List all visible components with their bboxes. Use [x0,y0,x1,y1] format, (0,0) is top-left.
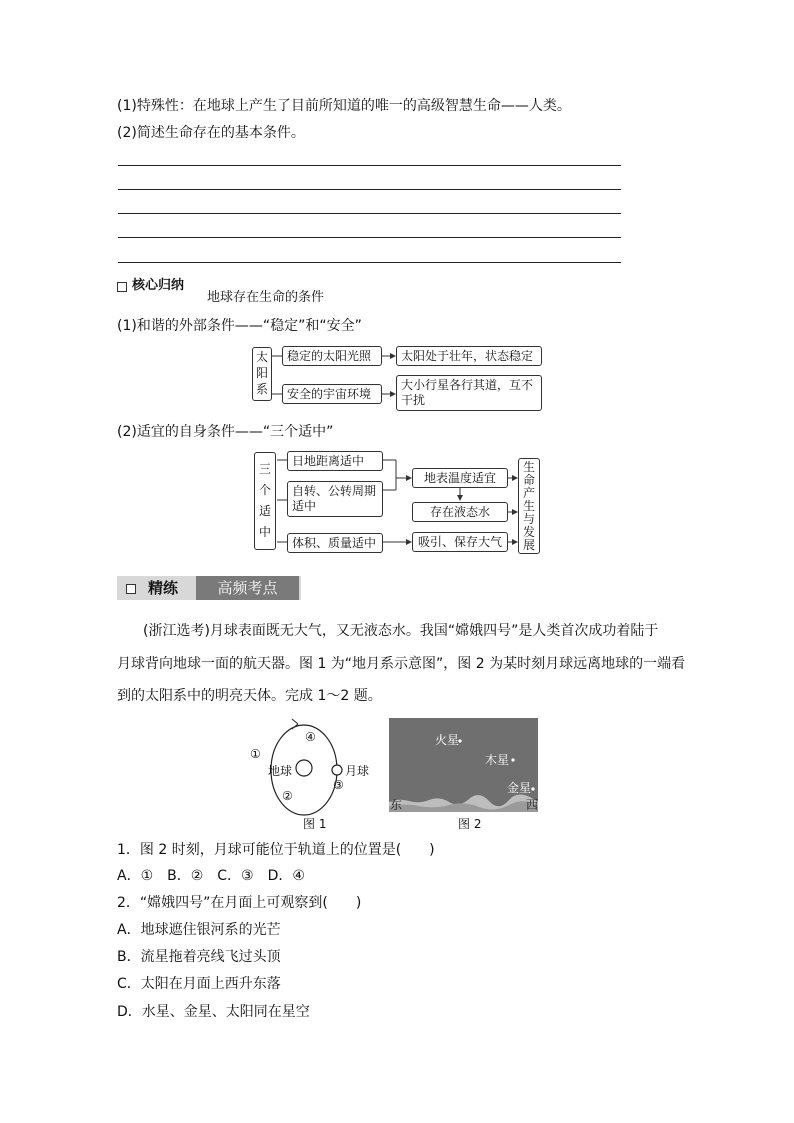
question-2-option-b: B．流星拖着亮线飞过头顶 [117,949,281,965]
summary-tag: 核心归纳 [132,278,185,293]
box-volume-mass: 体积、质量适中 [287,533,383,553]
answer-line [118,213,621,214]
box-sun-earth-distance: 日地距离适中 [287,451,383,471]
question-2-option-d: D．水星、金星、太阳同在星空 [117,1004,310,1020]
text-line-special: (1)特殊性：在地球上产生了目前所知道的唯一的高级智慧生命——人类。 [117,98,571,114]
box-rotation-period: 自转、公转周期适中 [287,481,383,517]
question-2-option-a: A．地球遮住银河系的光芒 [117,922,281,938]
label-p1: ① [250,747,261,761]
label-earth: 地球 [268,764,293,778]
box-liquid-water: 存在液态水 [412,502,508,522]
label-p3: ③ [333,778,344,792]
answer-line [118,262,621,263]
label-east: 东 [390,798,403,812]
label-venus: 金星 [507,781,532,795]
passage-line-1: (浙江选考)月球表面既无大气，又无液态水。我国“嫦娥四号”是人类首次成功着陆于 [143,623,659,639]
part2-title: (2)适宜的自身条件——“三个适中” [117,424,334,440]
label-p4: ④ [305,730,316,744]
section-label: 精练 [148,579,179,597]
passage-line-2: 月球背向地球一面的航天器。图 1 为“地月系示意图”，图 2 为某时刻月球远离地球的一端看 [117,656,686,672]
part1-title: (1)和谐的外部条件——“稳定”和“安全” [117,318,362,334]
square-bullet-icon [117,282,127,292]
moon-circle [332,765,342,775]
horizon-terrain [389,718,538,812]
box-surface-temperature: 地表温度适宜 [412,468,508,488]
section-square-icon [126,584,136,594]
section-sublabel: 高频考点 [196,576,299,600]
question-2-stem: 2．“嫦娥四号”在月面上可观察到( ) [117,895,362,911]
box-life-development: 生 命 产 生 与 发 展 [518,458,540,554]
question-1-options: A．① B．② C．③ D．④ [117,868,305,884]
box-stable-sunlight: 稳定的太阳光照 [282,346,382,366]
box-keep-atmosphere: 吸引、保存大气 [412,532,508,552]
figure2-caption: 图 2 [458,817,482,831]
answer-line [118,237,621,238]
label-mars: 火星 [435,733,460,747]
summary-title: 地球存在生命的条件 [207,290,325,305]
sky-photo [389,718,538,812]
root-solar-system: 太 阳 系 [252,347,272,401]
figure1-caption: 图 1 [303,817,327,831]
box-planets-orbit: 大小行星各行其道，互不干扰 [396,375,542,411]
earth-circle [296,760,312,776]
question-1-stem: 1．图 2 时刻，月球可能位于轨道上的位置是( ) [117,842,435,858]
question-basic-conditions: (2)简述生命存在的基本条件。 [117,125,305,141]
answer-line [118,189,621,190]
root-three-moderate: 三 个 适 中 [254,452,276,550]
label-west: 西 [526,798,538,812]
passage-line-3: 到的太阳系中的明亮天体。完成 1～2 题。 [117,688,382,704]
answer-line [118,165,621,166]
label-p2: ② [282,789,293,803]
label-jupiter: 木星 [485,753,510,767]
question-2-option-c: C．太阳在月面上西升东落 [117,976,281,992]
label-moon: 月球 [345,764,370,778]
box-sun-stable: 太阳处于壮年，状态稳定 [396,346,542,366]
box-safe-space: 安全的宇宙环境 [282,384,382,404]
